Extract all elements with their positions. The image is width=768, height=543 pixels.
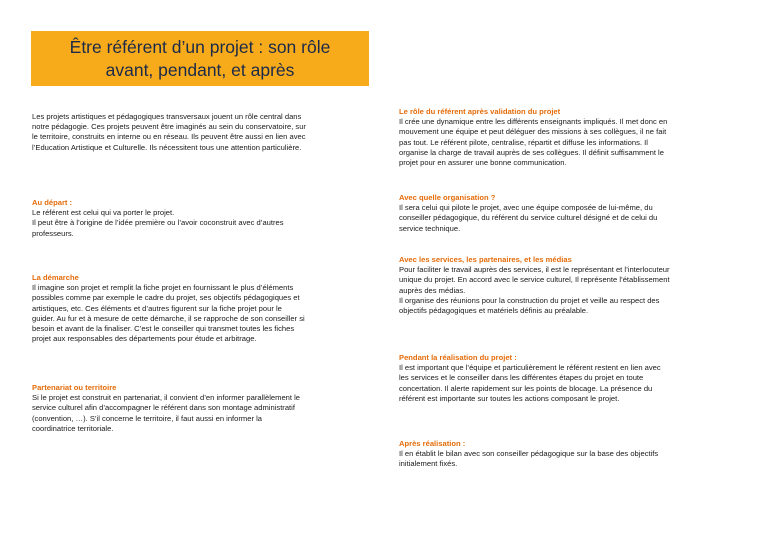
page-title-line-2: avant, pendant, et après — [105, 59, 295, 80]
section-line: auprès des médias. — [399, 285, 466, 295]
section-au-depart — [32, 198, 367, 239]
section-line: unique du projet. En accord avec le service culturel, Il représente l’établissement — [399, 275, 670, 285]
section-services-medias — [399, 255, 736, 316]
section-line: mouvement une équipe et peut déléguer des missions à ses collègues, il ne fait — [399, 127, 667, 137]
intro-line: le territoire, construits en interne ou en réseau. Ils peuvent être aussi en lien avec — [32, 132, 306, 142]
intro-line: l’Education Artistique et Culturelle. Ils nécessitent tous une attention particulière. — [32, 142, 302, 152]
section-line: conseiller pédagogique, du référent du service culturel désigné et de celui du — [399, 213, 658, 223]
page-title-line-1: Être référent d’un projet : son rôle — [69, 36, 331, 57]
section-heading: Avec les services, les partenaires, et les médias — [399, 255, 572, 264]
section-line: pas tout. Le référent pilote, centralise, répartit et diffuse les informations. Il — [399, 137, 648, 147]
intro-line: Les projets artistiques et pédagogiques transversaux jouent un rôle central dans — [32, 112, 302, 121]
section-line: référent est importante sur toutes les actions composant le projet. — [399, 393, 620, 403]
section-line: Il est important que l’équipe et particulièrement le référent restent en lien avec — [399, 363, 661, 373]
intro-paragraph — [32, 112, 367, 153]
section-line: service technique. — [399, 223, 461, 233]
section-line: concertation. Il alerte rapidement sur les points de blocage. La présence du — [399, 383, 653, 393]
section-line: artistiques, etc. Ces éléments et d’autres figurent sur la fiche projet pour le — [32, 303, 282, 313]
section-line: initialement fixés. — [399, 459, 458, 469]
section-line: service culturel afin d’accompagner le référent dans son montage administratif — [32, 403, 295, 413]
section-line: professeurs. — [32, 228, 74, 238]
section-organisation — [399, 193, 736, 234]
section-heading: Partenariat ou territoire — [32, 383, 117, 392]
section-line: organise la charge de travail auprès de ses collègues. Il définit suffisamment le — [399, 147, 664, 157]
section-heading: La démarche — [32, 273, 79, 282]
section-heading: Pendant la réalisation du projet : — [399, 353, 517, 362]
section-heading: Au départ : — [32, 198, 73, 207]
section-line: les services et le conseiller dans les différentes étapes du projet en toute — [399, 373, 644, 383]
section-line: Le référent est celui qui va porter le projet. — [32, 208, 175, 218]
section-heading: Le rôle du référent après validation du projet — [399, 107, 561, 116]
section-apres-realisation — [399, 439, 736, 470]
section-line: projet pour en assurer une bonne communication. — [399, 158, 567, 168]
section-line: Il en établit le bilan avec son conseiller pédagogique sur la base des objectifs — [399, 449, 659, 459]
section-heading: Après réalisation : — [399, 439, 466, 448]
section-line: (convention, …). S’il concerne le territoire, il faut aussi en informer la — [32, 413, 263, 423]
section-line: Pour faciliter le travail auprès des services, il est le représentant et l’interlocuteur — [399, 265, 670, 275]
section-line: Il crée une dynamique entre les différents enseignants impliqués. Il met donc en — [399, 117, 668, 127]
section-line: projet aux responsables des départements pour étude et arbitrage. — [32, 334, 257, 344]
section-role-referent — [399, 107, 736, 168]
section-line: coordinatrice territoriale. — [32, 423, 114, 433]
section-line: guider. Au fur et à mesure de cette démarche, il se rapproche de son conseiller si — [32, 313, 305, 323]
section-line: Si le projet est construit en partenariat, il convient d’en informer parallèlement le — [32, 393, 301, 403]
section-pendant-realisation — [399, 353, 736, 404]
section-line: besoin et avant de la finaliser. C’est le conseiller qui transmet toutes les fiches — [32, 324, 295, 334]
section-line: possibles comme par exemple le cadre du projet, ses objectifs pédagogiques et — [32, 293, 300, 303]
section-partenariat — [32, 383, 367, 434]
section-line: Il sera celui qui pilote le projet, avec une équipe composée de lui-même, du — [399, 203, 653, 213]
section-line: Il peut être à l’origine de l’idée première ou l’avoir coconstruit avec d’autres — [32, 218, 284, 228]
section-line: Il imagine son projet et remplit la fiche projet en fournissant le plus d’éléments — [32, 283, 294, 293]
intro-line: notre pédagogie. Ces projets peuvent être imaginés au sein du conservatoire, sur — [32, 122, 306, 132]
section-la-demarche — [32, 273, 367, 344]
section-heading: Avec quelle organisation ? — [399, 193, 496, 202]
section-line: Il organise des réunions pour la construction du projet et veille au respect des — [399, 295, 660, 305]
section-line: objectifs pédagogiques et matériels définis au préalable. — [399, 306, 589, 316]
title-banner — [31, 31, 369, 86]
